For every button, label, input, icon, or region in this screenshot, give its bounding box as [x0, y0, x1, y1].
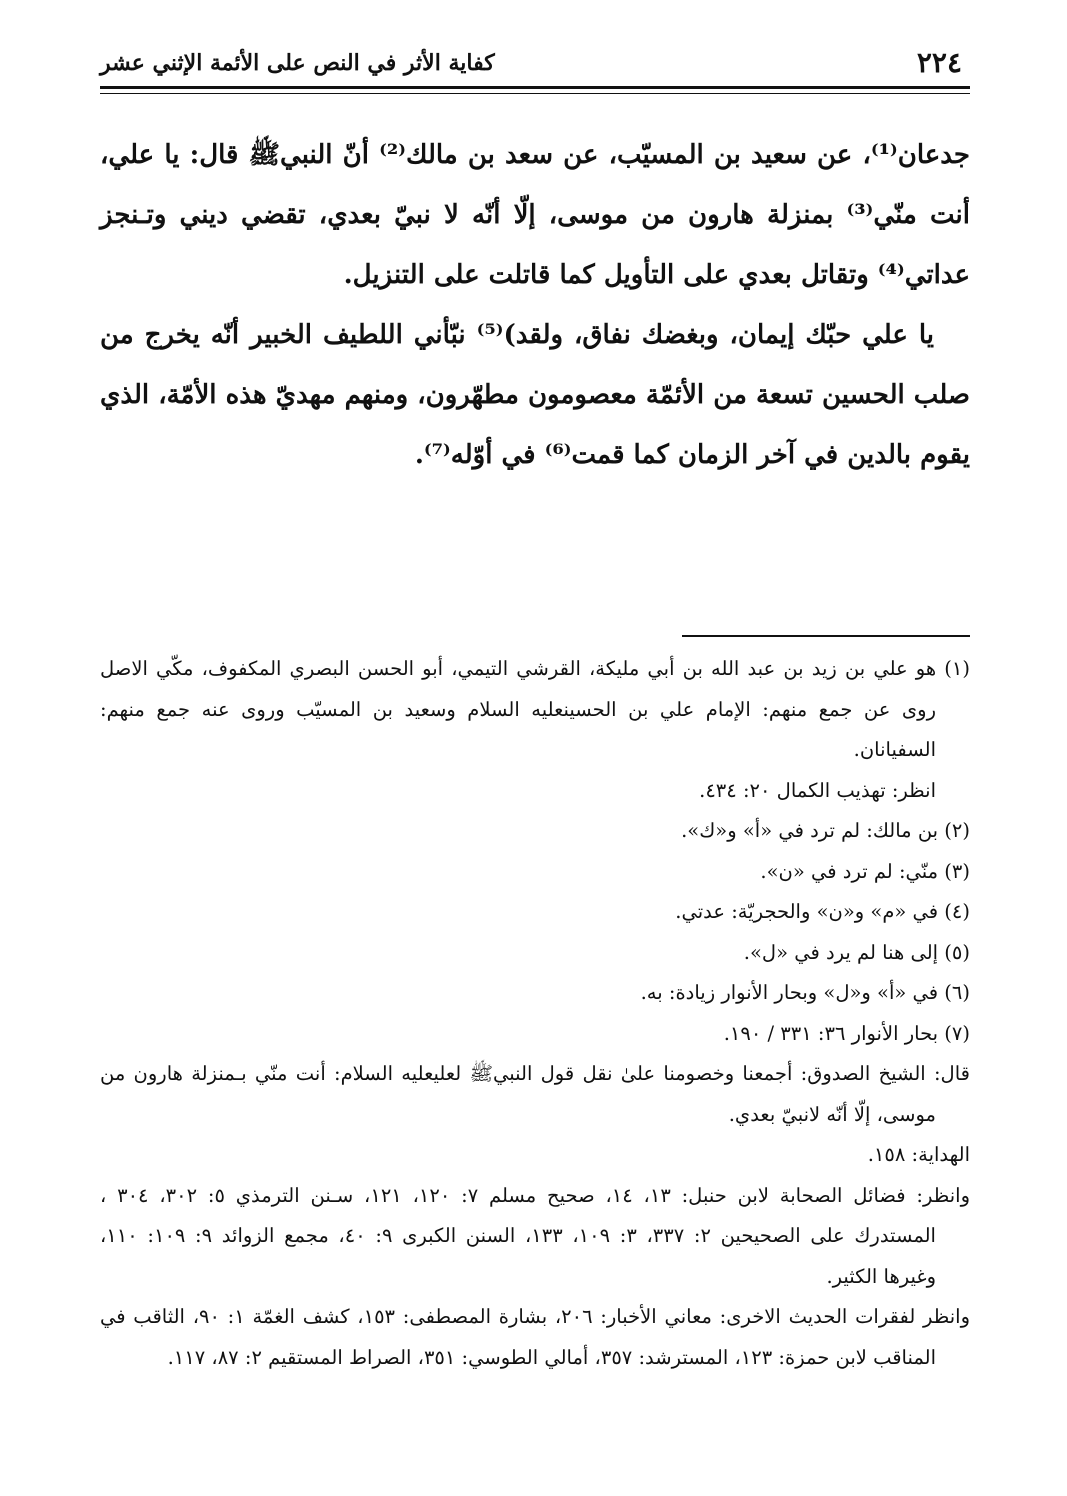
note-saduq-reference: الهداية: ١٥٨. [867, 1143, 970, 1166]
book-title: كفاية الأثر في النص على الأئمة الإثني عشر [100, 50, 495, 76]
main-text [100, 125, 970, 485]
paragraph-2: يا علي حبّك إيمان، وبغضك نفاق، ولقد)⁽⁵⁾ نبّأني اللطيف الخبير أنّه يخرج من صلب الحسين تسعة من الأئمّة معصومون مطهّرون، ومنهم مهديّ هذه الأمّة، الذي يقوم بالدين في آخر الزمان كما قمت⁽⁶⁾ في أوّله⁽⁷⁾. [100, 320, 970, 470]
footnotes [100, 649, 970, 1378]
footnote-2: (٢) بن مالك: لم ترد في «أ» و«ك». [681, 819, 970, 842]
footnote-3: (٣) منّي: لم ترد في «ن». [760, 859, 970, 883]
footnote-5: (٥) إلى هنا لم يرد في «ل». [743, 940, 970, 964]
footnote-1-reference: انظر: تهذيب الكمال ٢٠: ٤٣٤. [699, 778, 936, 802]
page-number: ٢٢٤ [916, 46, 962, 79]
footnote-6: (٦) في «أ» و«ل» وبحار الأنوار زيادة: به. [640, 981, 970, 1004]
note-other-sources: وانظر لفقرات الحديث الاخرى: معاني الأخبار: ٢٠٦، بشارة المصطفى: ١٥٣، كشف الغمّة ١: ٩٠، الثاقب في المناقب لابن حمزة: ١٢٣، المسترشد: ٣٥٧، أمالي الطوسي: ٣٥١، الصراط المستقيم ٢: ٨٧، ١١٧. [100, 1305, 971, 1369]
paragraph-1: جدعان⁽¹⁾، عن سعيد بن المسيّب، عن سعد بن مالك⁽²⁾ أنّ النبيﷺ قال: يا علي، أنت منّي⁽³⁾ بمنزلة هارون من موسى، إلّا أنّه لا نبيّ بعدي، تقضي ديني وتـنجز عداتي⁽⁴⁾ وتقاتل بعدي على التأويل كما قاتلت على التنزيل. [100, 140, 970, 290]
footnote-separator [682, 635, 970, 637]
book-page [100, 40, 970, 1378]
running-header [100, 40, 970, 89]
footnote-4: (٤) في «م» و«ن» والحجريّة: عدتي. [675, 900, 970, 923]
note-sources: وانظر: فضائل الصحابة لابن حنبل: ١٣، ١٤، صحيح مسلم ٧: ١٢٠، ١٢١، سـنن الترمذي ٥: ٣٠٢، ٣٠٤ ، المستدرك على الصحيحين ٢: ٣٣٧، ٣: ١٠٩، ١٣٣، السنن الكبرى ٩: ٤٠، مجمع الزوائد ٩: ١٠٩: ١١٠، وغيرها الكثير. [100, 1183, 971, 1288]
footnote-7: (٧) بحار الأنوار ٣٦: ٣٣١ / ١٩٠. [723, 1021, 970, 1045]
footnote-1: (١) هو علي بن زيد بن عبد الله بن أبي مليكة، القرشي التيمي، أبو الحسن البصري المكفوف، مكّي الاصل روى عن جمع منهم: الإمام علي بن الحسينعليه السلام وسعيد بن المسيّب وروى عنه جمع منهم: السفيانان. [100, 657, 970, 761]
note-saduq: قال: الشيخ الصدوق: أجمعنا وخصومنا علىٰ نقل قول النبيﷺ لعليعليه السلام: أنت منّي بـمنزلة هارون من موسى، إلّا أنّه لانبيّ بعدي. [100, 1062, 970, 1126]
